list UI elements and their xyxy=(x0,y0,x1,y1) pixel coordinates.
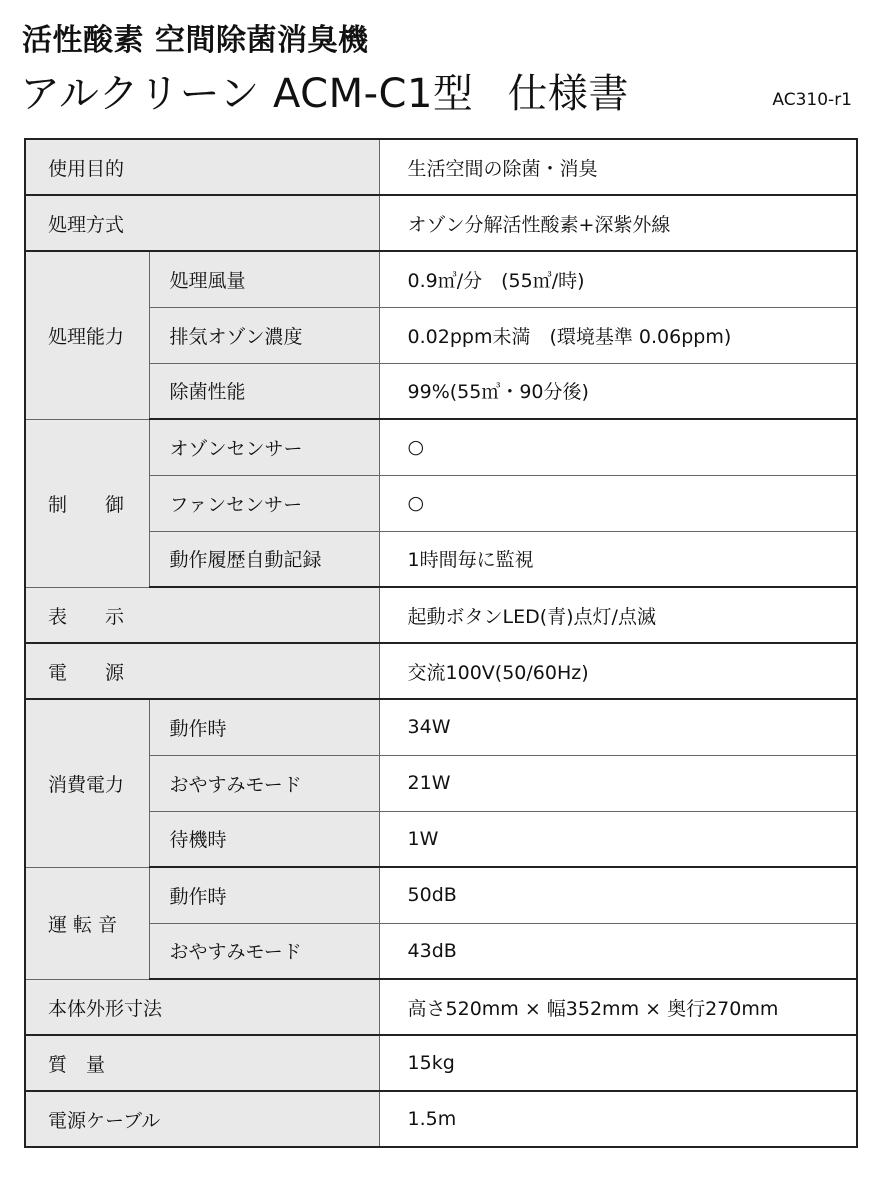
group-label: 消費電力 xyxy=(25,699,149,867)
model-name: アルクリーン ACM-C1型 xyxy=(20,71,474,117)
group-label: 制 御 xyxy=(25,419,149,587)
spec-row-method xyxy=(25,195,857,251)
row-label: 質 量 xyxy=(25,1035,379,1091)
sub-label: 除菌性能 xyxy=(149,363,379,419)
sub-label: 動作履歴自動記録 xyxy=(149,531,379,587)
sub-label: 動作時 xyxy=(149,867,379,923)
spec-row-noise xyxy=(25,867,857,923)
row-label: 処理方式 xyxy=(25,195,379,251)
row-value: 0.02ppm未満 (環境基準 0.06ppm) xyxy=(379,307,857,363)
spec-row-cable xyxy=(25,1091,857,1147)
row-value: 34W xyxy=(379,699,857,755)
spec-row-weight xyxy=(25,1035,857,1091)
document-code: AC310-r1 xyxy=(772,90,852,110)
row-value: 交流100V(50/60Hz) xyxy=(379,643,857,699)
group-label: 処理能力 xyxy=(25,251,149,419)
row-value: 50dB xyxy=(379,867,857,923)
sub-label: ファンセンサー xyxy=(149,475,379,531)
document-title xyxy=(20,66,629,122)
spec-row-capacity xyxy=(25,307,857,363)
spec-row-noise xyxy=(25,923,857,979)
row-value: 高さ520mm × 幅352mm × 奥行270mm xyxy=(379,979,857,1035)
spec-row-power-consumption xyxy=(25,699,857,755)
sub-label: おやすみモード xyxy=(149,755,379,811)
row-value: 生活空間の除菌・消臭 xyxy=(379,139,857,195)
spec-row-power-source xyxy=(25,643,857,699)
row-value: オゾン分解活性酸素+深紫外線 xyxy=(379,195,857,251)
row-label: 使用目的 xyxy=(25,139,379,195)
document-type: 仕様書 xyxy=(507,71,629,117)
spec-row-purpose xyxy=(25,139,857,195)
spec-table xyxy=(24,138,858,1148)
spec-row-control xyxy=(25,531,857,587)
sub-label: 排気オゾン濃度 xyxy=(149,307,379,363)
row-value: 99%(55㎥・90分後) xyxy=(379,363,857,419)
row-label: 表 示 xyxy=(25,587,379,643)
row-value: ○ xyxy=(379,475,857,531)
sub-label: おやすみモード xyxy=(149,923,379,979)
spec-row-power-consumption xyxy=(25,755,857,811)
row-value: 1.5m xyxy=(379,1091,857,1147)
row-value: 1時間毎に監視 xyxy=(379,531,857,587)
product-category-title: 活性酸素 空間除菌消臭機 xyxy=(22,23,369,58)
group-label: 運 転 音 xyxy=(25,867,149,979)
row-label: 本体外形寸法 xyxy=(25,979,379,1035)
spec-row-display xyxy=(25,587,857,643)
sub-label: オゾンセンサー xyxy=(149,419,379,475)
spec-row-dimensions xyxy=(25,979,857,1035)
spec-row-capacity xyxy=(25,363,857,419)
row-value: 43dB xyxy=(379,923,857,979)
row-value: 起動ボタンLED(青)点灯/点滅 xyxy=(379,587,857,643)
row-value: 0.9㎥/分 (55㎥/時) xyxy=(379,251,857,307)
sub-label: 動作時 xyxy=(149,699,379,755)
row-value: 15kg xyxy=(379,1035,857,1091)
row-label: 電 源 xyxy=(25,643,379,699)
spec-row-capacity xyxy=(25,251,857,307)
spec-row-control xyxy=(25,475,857,531)
row-value: ○ xyxy=(379,419,857,475)
sub-label: 待機時 xyxy=(149,811,379,867)
spec-row-power-consumption xyxy=(25,811,857,867)
row-label: 電源ケーブル xyxy=(25,1091,379,1147)
row-value: 1W xyxy=(379,811,857,867)
sub-label: 処理風量 xyxy=(149,251,379,307)
row-value: 21W xyxy=(379,755,857,811)
spec-row-control xyxy=(25,419,857,475)
